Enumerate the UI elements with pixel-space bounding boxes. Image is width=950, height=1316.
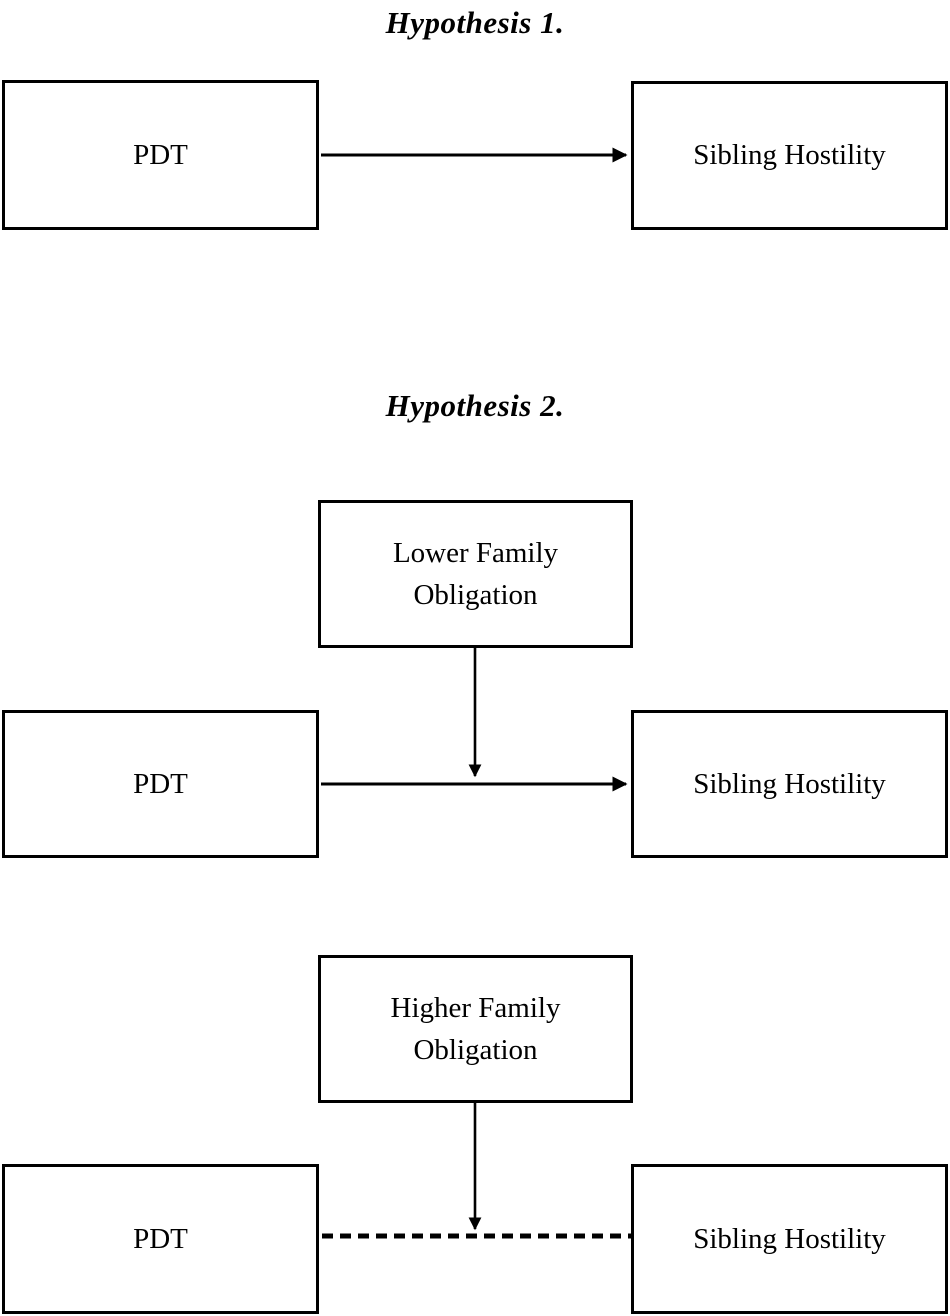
h2-lower-outcome-label: Sibling Hostility — [693, 767, 886, 800]
h2-lower-outcome-box — [631, 710, 948, 858]
h2-lower-predictor-label: PDT — [133, 767, 188, 800]
h2-lower-moderator-label: Lower Family Obligation — [392, 536, 559, 611]
h2-higher-moderator-label: Higher Family Obligation — [390, 991, 561, 1066]
h2-lower-moderator-box — [318, 500, 633, 648]
h1-outcome-label: Sibling Hostility — [693, 139, 886, 172]
h2-higher-moderator-box — [318, 955, 633, 1103]
hypothesis1-title: Hypothesis 1. — [385, 5, 565, 40]
h2-higher-outcome-box — [631, 1164, 948, 1314]
h1-predictor-box — [2, 80, 319, 230]
hypothesis2-title: Hypothesis 2. — [385, 388, 565, 423]
h2-higher-outcome-label: Sibling Hostility — [693, 1222, 886, 1255]
h1-outcome-box — [631, 81, 948, 230]
h2-lower-predictor-box — [2, 710, 319, 858]
h1-predictor-label: PDT — [133, 138, 188, 171]
h2-higher-predictor-label: PDT — [133, 1222, 188, 1255]
h2-higher-predictor-box — [2, 1164, 319, 1314]
